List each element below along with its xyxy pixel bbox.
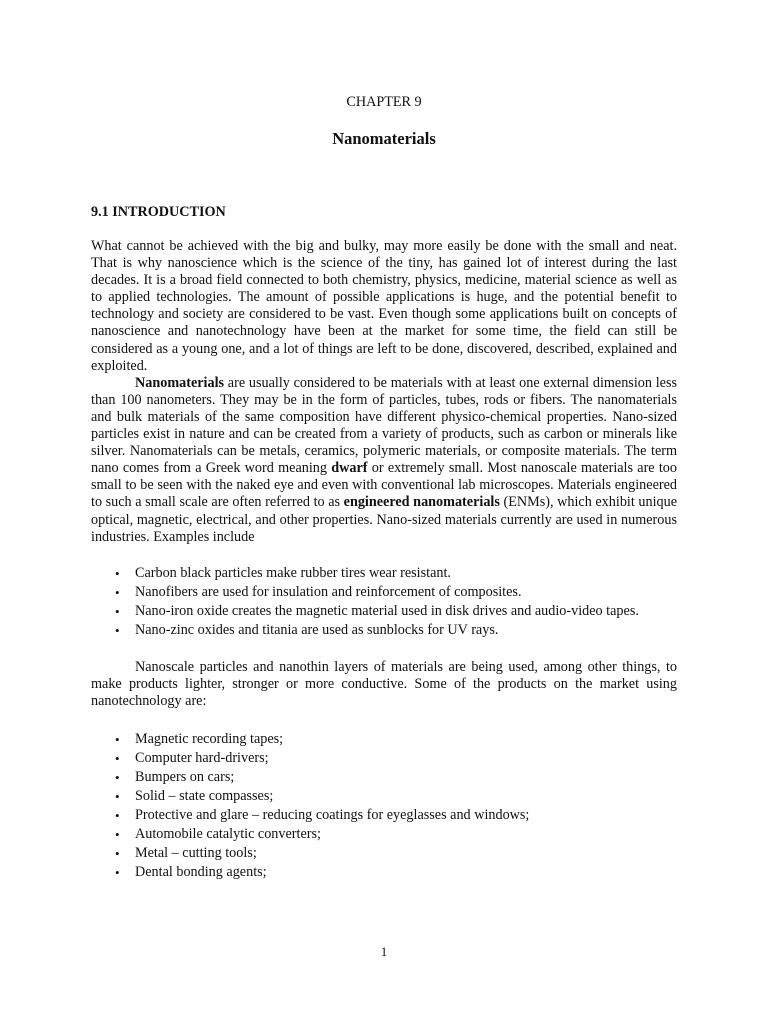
list-item-text: Dental bonding agents; [135,863,267,880]
list-item [91,730,677,749]
products-list [91,730,677,882]
intro-paragraph: What cannot be achieved with the big and bulky, may more easily be done with the small and neat. That is why nanoscience which is the science of the tiny, has gained lot of interest during the last decades. It is a broad field connected to both chemistry, physics, medicine, material science as well as to applied technologies. The amount of possible applications is huge, and the potential benefit to technology and society are considered to be vast. Even though some applications built on concepts of nanoscience and nanotechnology have been at the market for some time, the field can still be considered as a young one, and a lot of things are left to be done, discovered, described, explained and exploited. [91,238,677,374]
document-body [91,238,677,882]
definition-text-2: or extremely small. Most nanoscale materials are too small to be seen with the naked eye and even with conventional lab microscopes. Materials engineered to such a small scale are often referred to as [91,460,677,511]
page-number: 1 [380,944,388,959]
bullet-icon: • [115,807,120,823]
list-item-text: Carbon black particles make rubber tires wear resistant. [135,564,451,581]
bullet-icon: • [115,826,120,842]
list-item-text: Magnetic recording tapes; [135,730,284,747]
list-item-text: Automobile catalytic converters; [135,825,321,842]
list-item [91,768,677,787]
list-item [91,602,677,621]
list-item [91,749,677,768]
list-item-text: Nano-zinc oxides and titania are used as sunblocks for UV rays. [135,621,499,638]
bullet-icon: • [115,864,120,880]
term-dwarf: dwarf [331,460,368,477]
list-item [91,825,677,844]
list-item [91,806,677,825]
list-item-text: Bumpers on cars; [135,768,235,785]
list-item-text: Solid – state compasses; [135,787,274,804]
bullet-icon: • [115,622,120,638]
chapter-title: Nanomaterials [332,129,436,148]
bullet-icon: • [115,750,120,766]
bullet-icon: • [115,731,120,747]
list-item [91,621,677,640]
term-enm: engineered nanomaterials [343,494,500,511]
list-item-text: Nano-iron oxide creates the magnetic material used in disk drives and audio-video tapes. [135,602,639,619]
list-item-text: Computer hard-drivers; [135,749,269,766]
bullet-icon: • [115,788,120,804]
bullet-icon: • [115,584,120,600]
bullet-icon: • [115,603,120,619]
list-item-text: Metal – cutting tools; [135,844,257,861]
list-item [91,863,677,882]
list-item [91,583,677,602]
examples-list [91,564,677,640]
list-item [91,844,677,863]
list-item-text: Nanofibers are used for insulation and reinforcement of composites. [135,583,522,600]
definition-text-1: are usually considered to be materials with at least one external dimension less than 100 nanometers. They may be in the form of particles, tubes, rods or fibers. The nanomaterials and bulk materials of the same composition have different physico-chemical properties. Nano-sized particles exist in nature and can be created from a variety of products, such as carbon or minerals like silver. Nanomaterials can be metals, ceramics, polymeric materials, or composite materials. The term nano comes from a Greek word meaning [91,374,677,477]
bullet-icon: • [115,769,120,785]
bullet-icon: • [115,845,120,861]
definition-text-3: (ENMs), which exhibit unique optical, magnetic, electrical, and other properties. Nano-sized materials currently are used in numerous industries. Examples include [91,494,678,545]
definition-paragraph [91,375,677,546]
section-heading: 9.1 INTRODUCTION [91,204,226,220]
chapter-label: CHAPTER 9 [346,94,422,110]
list-item [91,787,677,806]
bullet-icon: • [115,565,120,581]
term-nanomaterials: Nanomaterials [135,374,225,391]
list-item [91,564,677,583]
products-intro-paragraph: Nanoscale particles and nanothin layers of materials are being used, among other things, to make products lighter, stronger or more conductive. Some of the products on the market using nanotechnology are: [91,658,677,709]
list-item-text: Protective and glare – reducing coatings for eyeglasses and windows; [135,806,530,823]
